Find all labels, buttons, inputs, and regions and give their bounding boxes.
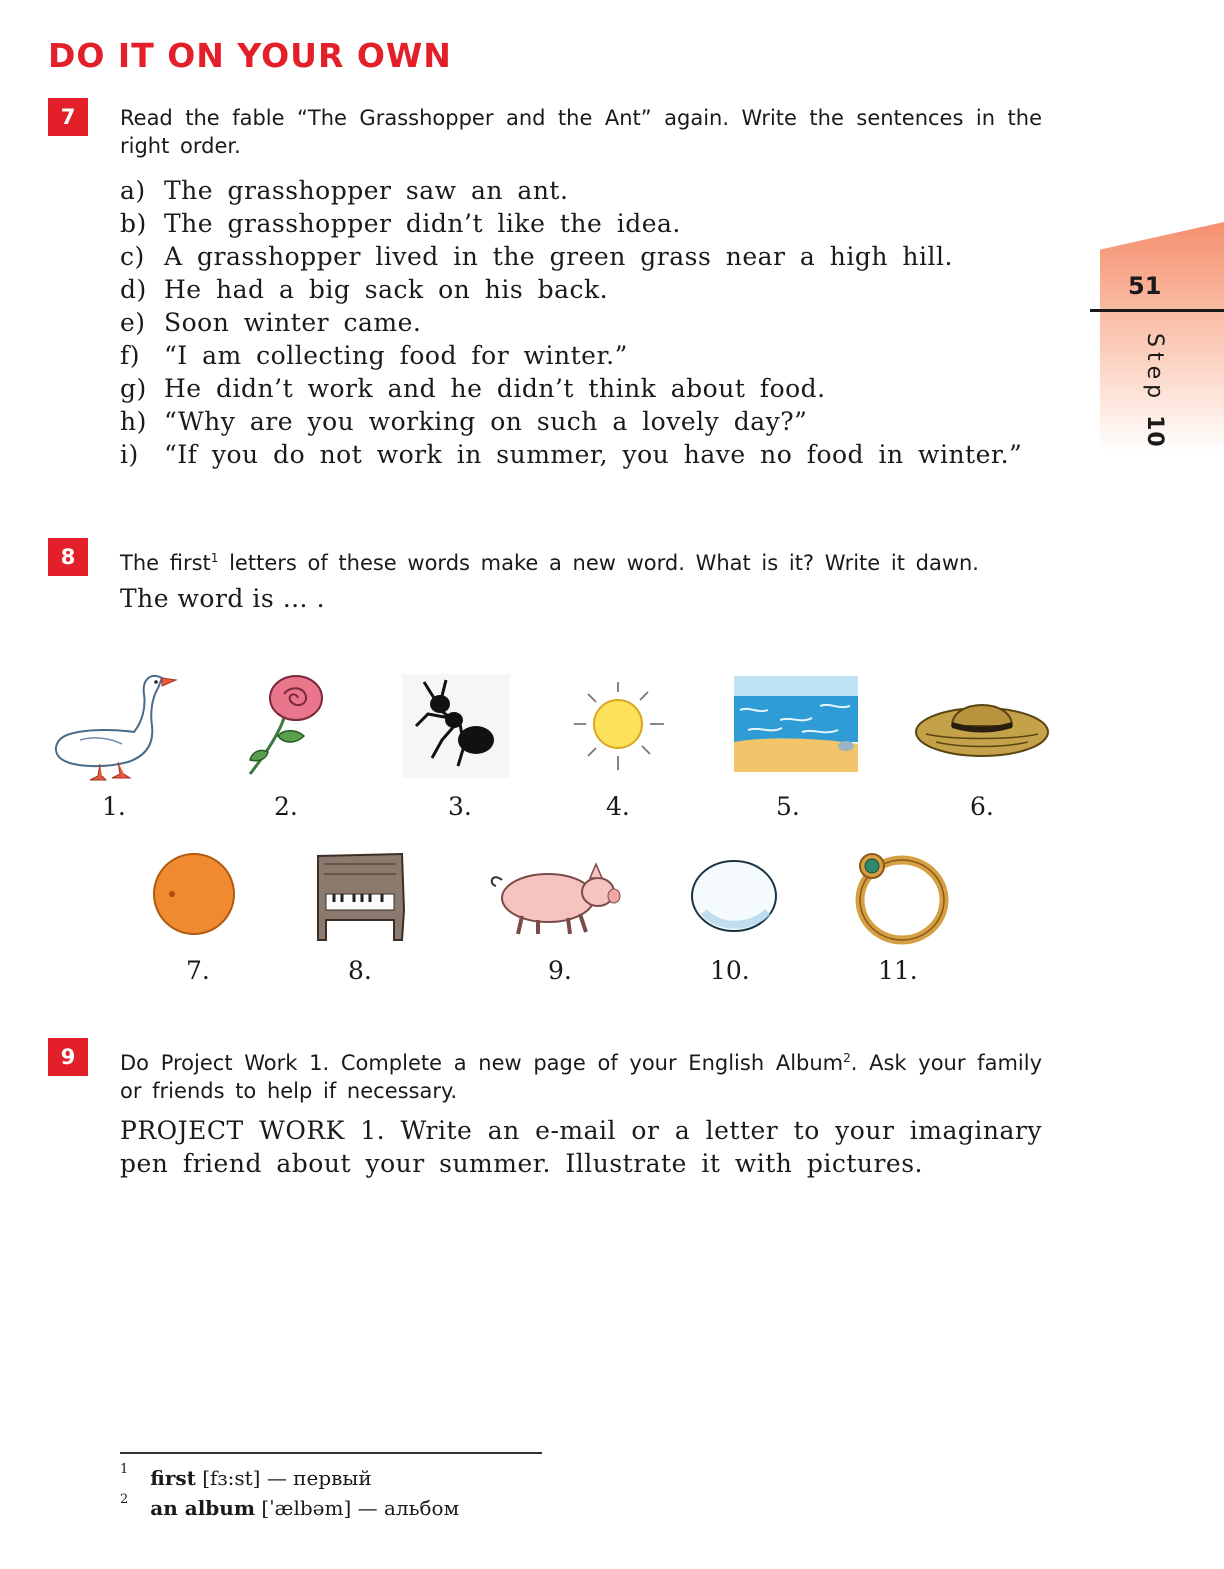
item-text: “I am collecting food for winter.”: [164, 341, 628, 370]
item-label: d): [120, 275, 147, 304]
footnote-dash: —: [357, 1496, 378, 1520]
step-number: 10: [1142, 415, 1167, 448]
picture-number: 10.: [710, 956, 750, 985]
list-item: [120, 438, 1042, 504]
tab-divider: [1090, 309, 1224, 312]
footnote-word: first: [150, 1466, 196, 1490]
footnote-mark: 2: [120, 1492, 129, 1508]
item-text: The grasshopper didn’t like the idea.: [164, 209, 681, 238]
footnote-2: [120, 1492, 460, 1520]
exercise-9-instruction: [120, 1044, 1042, 1105]
footnote-mark: 1: [120, 1462, 129, 1478]
item-text: “Why are you working on such a lovely day?”: [164, 407, 808, 436]
item-label: b): [120, 209, 147, 238]
exercise-7-number: 7: [48, 98, 88, 136]
step-label: [1142, 333, 1167, 448]
ring-icon: [846, 846, 956, 946]
list-item: [120, 174, 1042, 207]
item-label: c): [120, 242, 145, 271]
page-heading: DO IT ON YOUR OWN: [48, 36, 452, 75]
list-item: [120, 405, 1042, 438]
picture-number: 2.: [274, 792, 298, 821]
list-item: [120, 240, 1042, 273]
item-text: Soon winter came.: [164, 308, 422, 337]
exercise-7-instruction: Read the fable “The Grasshopper and the Ant” again. Write the sentences in the right order.: [120, 106, 1042, 158]
page-number: 51: [1128, 272, 1162, 300]
pig-icon: [482, 854, 626, 938]
exercise-8-instruction: [120, 544, 1042, 577]
picture-number: 9.: [548, 956, 572, 985]
footnote-transcription: [ˈælbəm]: [261, 1496, 352, 1520]
answer-line: The word is … .: [120, 584, 326, 613]
item-text: He had a big sack on his back.: [164, 275, 609, 304]
picture-number: 7.: [186, 956, 210, 985]
picture-number: 6.: [970, 792, 994, 821]
picture-number: 1.: [102, 792, 126, 821]
picture-number: 11.: [878, 956, 918, 985]
instruction-part: The first: [120, 551, 211, 575]
hat-icon: [912, 684, 1052, 764]
list-item: [120, 273, 1042, 306]
footnote-translation: альбом: [383, 1496, 460, 1520]
list-item: [120, 207, 1042, 240]
footnote-divider: [120, 1452, 542, 1454]
footnote-transcription: [fɜ:st]: [202, 1466, 261, 1490]
item-label: i): [120, 440, 139, 469]
instruction-part: . Ask your family or friends to help if necessary.: [120, 1051, 1042, 1103]
instruction-part: letters of these words make a new word. What is it? Write it dawn.: [218, 551, 979, 575]
item-label: f): [120, 341, 141, 370]
sun-icon: [566, 674, 672, 778]
piano-icon: [310, 850, 410, 946]
orange-icon: [146, 850, 242, 936]
sentence-list: [120, 174, 1042, 504]
list-item: [120, 339, 1042, 372]
sea-icon: [728, 672, 862, 776]
picture-number: 8.: [348, 956, 372, 985]
footnote-dash: —: [266, 1466, 287, 1490]
item-text: “If you do not work in summer, you have no food in winter.”: [164, 440, 1023, 469]
footnote-translation: первый: [293, 1466, 372, 1490]
item-label: a): [120, 176, 146, 205]
footnote-ref-2: 2: [843, 1051, 851, 1065]
step-word: Step: [1142, 333, 1167, 404]
ant-icon: [402, 674, 510, 778]
item-text: The grasshopper saw an ant.: [164, 176, 569, 205]
list-item: [120, 372, 1042, 405]
item-text: A grasshopper lived in the green grass near a high hill.: [164, 242, 953, 271]
rose-icon: [244, 672, 344, 777]
item-label: h): [120, 407, 147, 436]
picture-number: 3.: [448, 792, 472, 821]
exercise-9-number: 9: [48, 1038, 88, 1076]
exercise-8-number: 8: [48, 538, 88, 576]
footnote-ref-1: 1: [210, 551, 219, 565]
picture-number: 5.: [776, 792, 800, 821]
list-item: [120, 306, 1042, 339]
instruction-part: Do Project Work 1. Complete a new page of your English Album: [120, 1051, 844, 1075]
item-label: g): [120, 374, 147, 403]
footnote-1: [120, 1462, 372, 1490]
egg-icon: [688, 856, 782, 936]
picture-number: 4.: [606, 792, 630, 821]
item-label: e): [120, 308, 146, 337]
project-work-text: PROJECT WORK 1. Write an e-mail or a letter to your imaginary pen friend about your summer. Illustrate it with pictures.: [120, 1116, 1042, 1178]
footnote-word: an album: [150, 1496, 255, 1520]
item-text: He didn’t work and he didn’t think about food.: [164, 374, 826, 403]
goose-icon: [50, 664, 180, 784]
